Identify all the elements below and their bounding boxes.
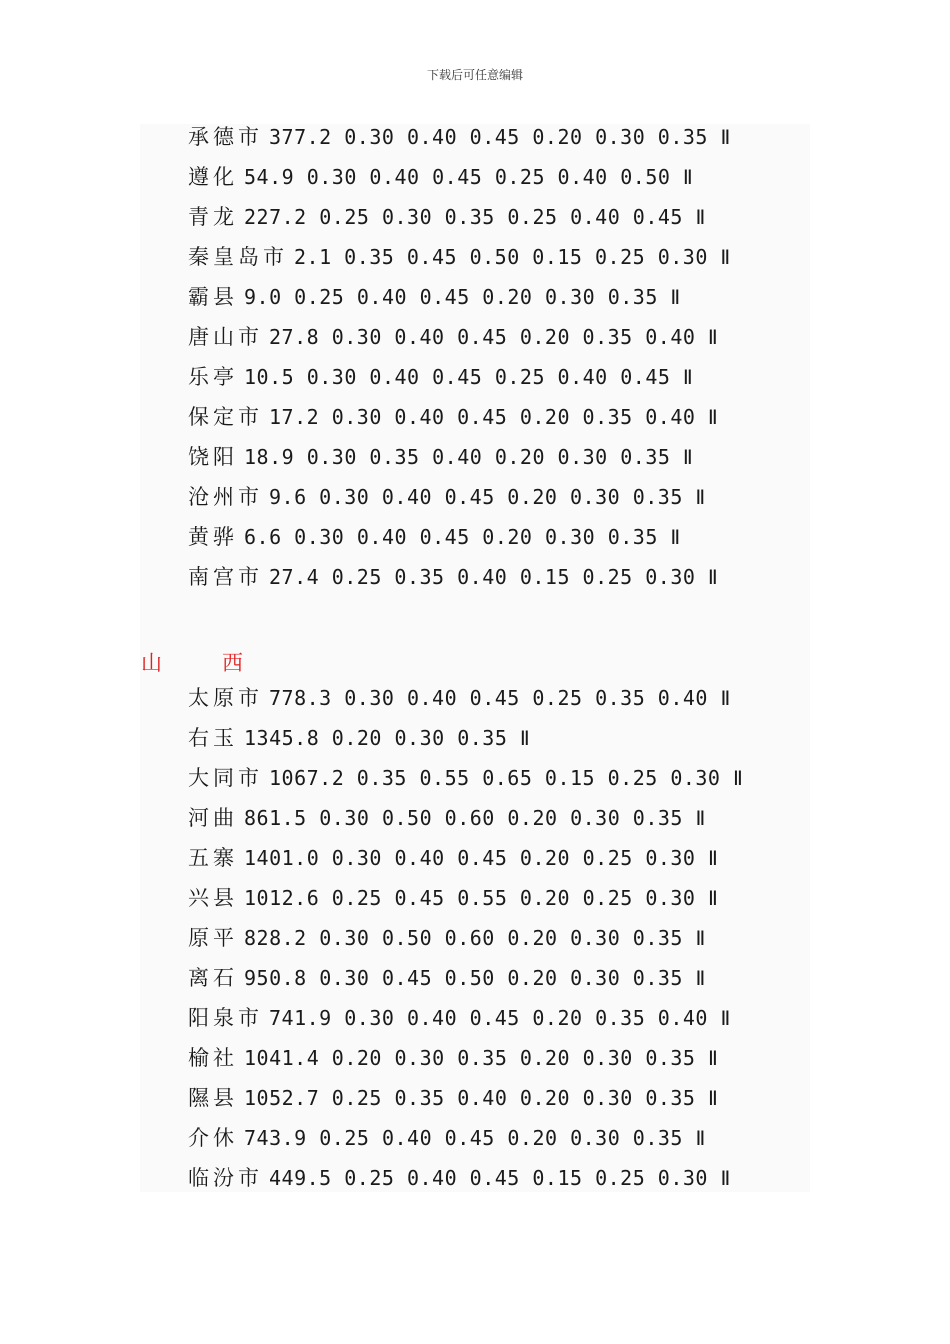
station-values: 9.6 0.30 0.40 0.45 0.20 0.30 0.35 Ⅱ	[269, 485, 706, 509]
station-name: 五寨	[188, 846, 238, 870]
station-values: 861.5 0.30 0.50 0.60 0.20 0.30 0.35 Ⅱ	[244, 806, 706, 830]
station-name: 阳泉市	[188, 1006, 263, 1030]
province-heading	[141, 647, 243, 677]
station-values: 17.2 0.30 0.40 0.45 0.20 0.35 0.40 Ⅱ	[269, 405, 719, 429]
station-values: 1345.8 0.20 0.30 0.35 Ⅱ	[244, 726, 531, 750]
station-values: 741.9 0.30 0.40 0.45 0.20 0.35 0.40 Ⅱ	[269, 1006, 731, 1030]
station-values: 778.3 0.30 0.40 0.45 0.25 0.35 0.40 Ⅱ	[269, 686, 731, 710]
station-line	[188, 925, 706, 965]
station-line	[188, 1085, 718, 1125]
station-values: 1041.4 0.20 0.30 0.35 0.20 0.30 0.35 Ⅱ	[244, 1046, 719, 1070]
station-line	[188, 805, 706, 845]
station-name: 乐亭	[188, 365, 238, 389]
station-values: 27.8 0.30 0.40 0.45 0.20 0.35 0.40 Ⅱ	[269, 325, 719, 349]
station-name: 介休	[188, 1126, 238, 1150]
station-name: 太原市	[188, 686, 263, 710]
station-values: 828.2 0.30 0.50 0.60 0.20 0.30 0.35 Ⅱ	[244, 926, 706, 950]
station-line	[188, 524, 681, 564]
station-values: 27.4 0.25 0.35 0.40 0.15 0.25 0.30 Ⅱ	[269, 565, 719, 589]
province-part-2: 西	[222, 651, 243, 675]
station-line	[188, 1005, 731, 1045]
station-line	[188, 404, 718, 444]
station-line	[188, 1045, 718, 1085]
station-line	[188, 564, 718, 604]
station-values: 54.9 0.30 0.40 0.45 0.25 0.40 0.50 Ⅱ	[244, 165, 694, 189]
station-line	[188, 444, 693, 484]
station-line	[188, 685, 731, 725]
station-name: 霸县	[188, 285, 238, 309]
station-name: 大同市	[188, 766, 263, 790]
station-line	[188, 364, 693, 404]
station-name: 黄骅	[188, 525, 238, 549]
station-name: 临汾市	[188, 1166, 263, 1190]
station-name: 南宫市	[188, 565, 263, 589]
station-values: 950.8 0.30 0.45 0.50 0.20 0.30 0.35 Ⅱ	[244, 966, 706, 990]
station-line	[188, 725, 530, 765]
station-line	[188, 244, 731, 284]
station-values: 18.9 0.30 0.35 0.40 0.20 0.30 0.35 Ⅱ	[244, 445, 694, 469]
page-header: 下载后可任意编辑	[426, 68, 523, 82]
station-values: 1052.7 0.25 0.35 0.40 0.20 0.30 0.35 Ⅱ	[244, 1086, 719, 1110]
station-values: 6.6 0.30 0.40 0.45 0.20 0.30 0.35 Ⅱ	[244, 525, 681, 549]
station-name: 饶阳	[188, 445, 238, 469]
station-line	[188, 204, 706, 244]
station-name: 保定市	[188, 405, 263, 429]
station-name: 青龙	[188, 205, 238, 229]
station-name: 沧州市	[188, 485, 263, 509]
station-name: 右玉	[188, 726, 238, 750]
station-line	[188, 324, 718, 364]
station-values: 743.9 0.25 0.40 0.45 0.20 0.30 0.35 Ⅱ	[244, 1126, 706, 1150]
station-line	[188, 484, 706, 524]
station-line	[188, 885, 718, 925]
station-values: 377.2 0.30 0.40 0.45 0.20 0.30 0.35 Ⅱ	[269, 125, 731, 149]
station-name: 榆社	[188, 1046, 238, 1070]
station-name: 离石	[188, 966, 238, 990]
province-part-1: 山	[141, 651, 162, 675]
station-name: 河曲	[188, 806, 238, 830]
station-values: 10.5 0.30 0.40 0.45 0.25 0.40 0.45 Ⅱ	[244, 365, 694, 389]
station-line	[188, 284, 681, 324]
station-values: 227.2 0.25 0.30 0.35 0.25 0.40 0.45 Ⅱ	[244, 205, 706, 229]
station-line	[188, 845, 718, 885]
station-name: 承德市	[188, 125, 263, 149]
station-values: 1067.2 0.35 0.55 0.65 0.15 0.25 0.30 Ⅱ	[269, 766, 744, 790]
station-values: 1401.0 0.30 0.40 0.45 0.20 0.25 0.30 Ⅱ	[244, 846, 719, 870]
station-line	[188, 164, 693, 204]
station-name: 隰县	[188, 1086, 238, 1110]
station-name: 唐山市	[188, 325, 263, 349]
station-name: 遵化	[188, 165, 238, 189]
station-values: 9.0 0.25 0.40 0.45 0.20 0.30 0.35 Ⅱ	[244, 285, 681, 309]
station-values: 2.1 0.35 0.45 0.50 0.15 0.25 0.30 Ⅱ	[294, 245, 731, 269]
station-line	[188, 765, 743, 805]
station-name: 原平	[188, 926, 238, 950]
station-values: 449.5 0.25 0.40 0.45 0.15 0.25 0.30 Ⅱ	[269, 1166, 731, 1190]
station-name: 秦皇岛市	[188, 245, 288, 269]
station-line	[188, 124, 731, 164]
station-line	[188, 1125, 706, 1165]
station-line	[188, 965, 706, 1005]
station-line	[188, 1165, 731, 1205]
station-name: 兴县	[188, 886, 238, 910]
station-values: 1012.6 0.25 0.45 0.55 0.20 0.25 0.30 Ⅱ	[244, 886, 719, 910]
